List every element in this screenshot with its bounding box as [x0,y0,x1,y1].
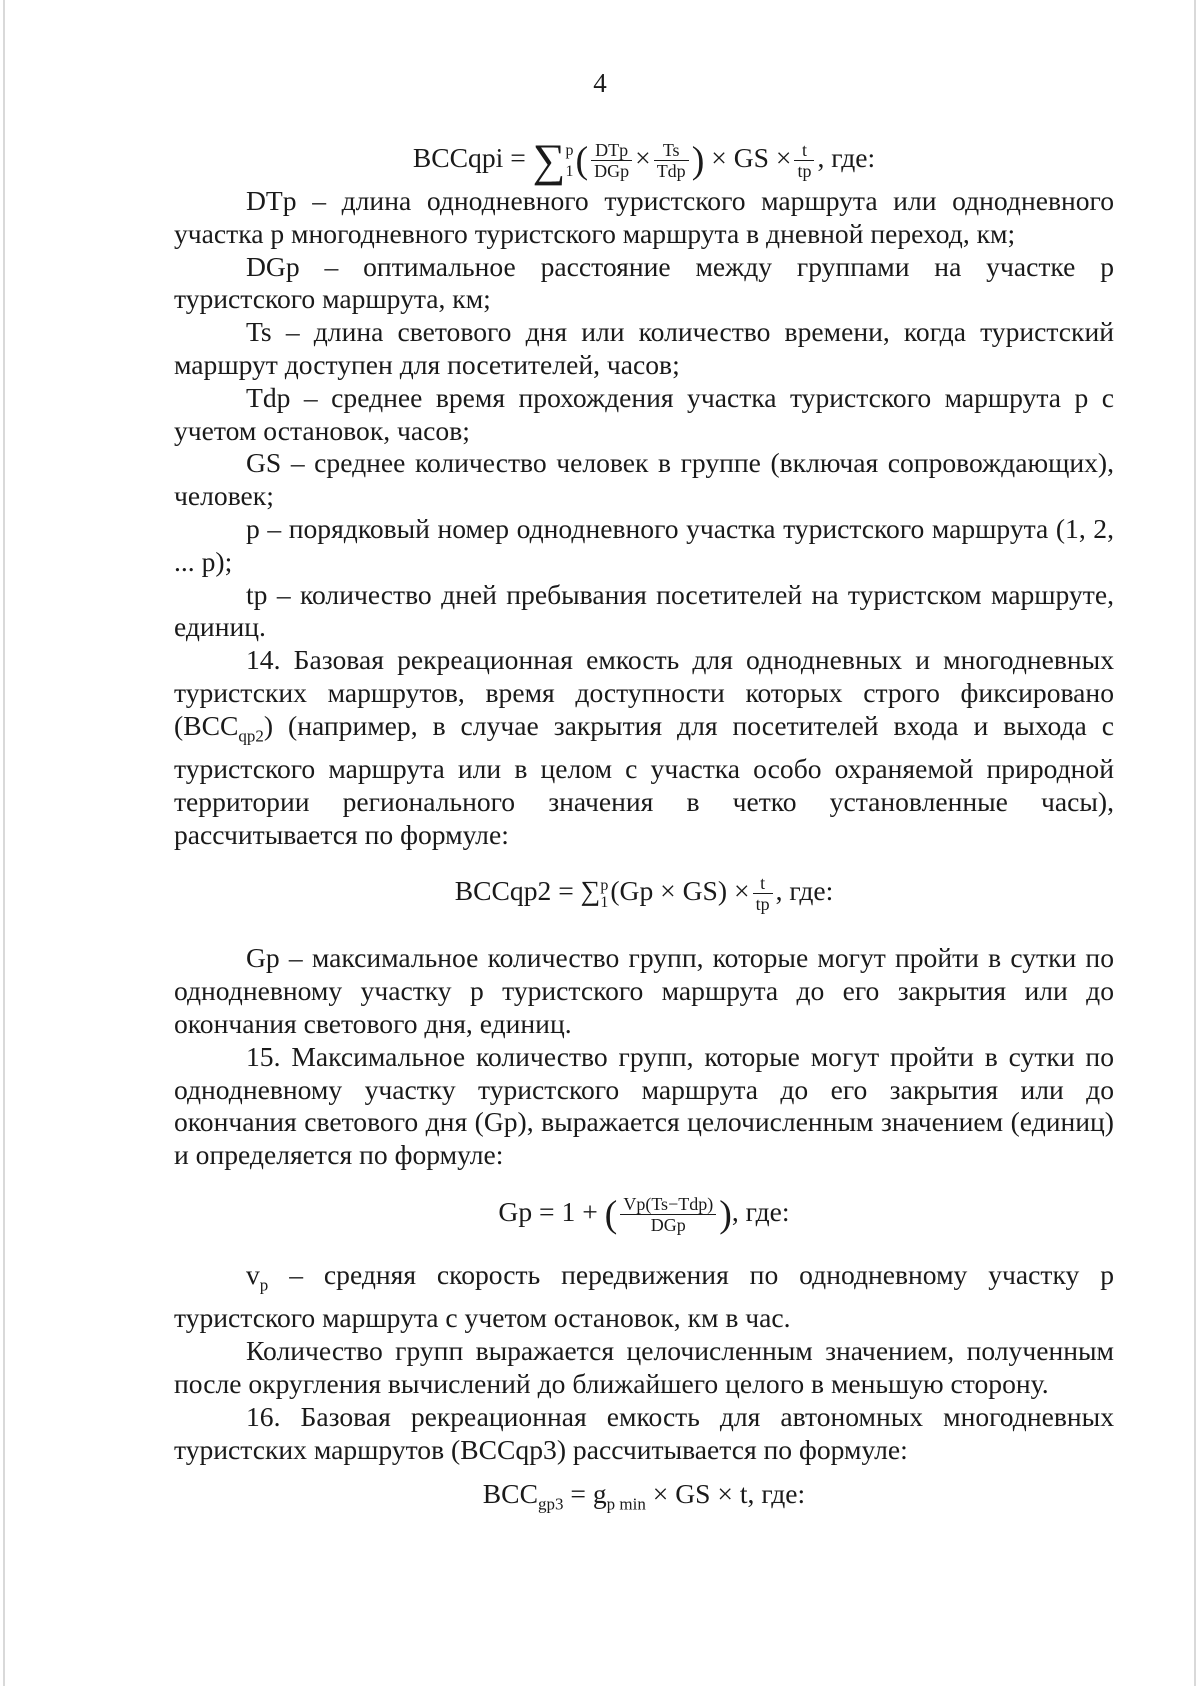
paragraph-16: 16. Базовая рекреационная емкость для автономных многодневных туристских маршрутов (BCCqp3) рассчитывается по формуле: [174,1400,1114,1465]
paragraph-group-count: Количество групп выражается целочисленным значением, полученным после округления вычислений до ближайшего целого в меньшую сторону. [174,1335,1114,1399]
formula-bccgp3: $BCC_{gp3} = g_{p min}$ × GS × t, где: [482,1478,806,1514]
formula-bccqp2: BCCqp2 = ∑ p 1 (Gp × GS) × $\frac{t}{tp}$ , где: [454,873,834,915]
scan-edge-right [1194,0,1196,1686]
definition-p: р – порядковый номер однодневного участка туристского маршрута (1, 2, ... p); [174,512,1114,577]
definition-gp: Gp – максимальное количество групп, которые могут пройти в сутки по однодневному участку р туристского маршрута до его закрытия или до окончания светового дня, единиц. [174,942,1114,1040]
paragraph-14: 14. Базовая рекреационная емкость для однодневных и многодневных туристских маршрутов, время доступности которых строго фиксировано $(BCC_{qp2})$ (например, в случае закрытия для посетителей входа и выхода с туристского маршрута или в целом с участка особо охраняемой природной территории регионального значения в четко установленные часы), рассчитывается по формуле: [174,644,1114,850]
fraction: $\frac{\text{Vp(Ts−Tdp)}}{\text{DGp}}$ [620,1194,716,1235]
page-number: 4 [593,68,607,98]
definition-tdp: Tdp – среднее время прохождения участка туристского маршрута р с учетом остановок, часов; [174,381,1114,446]
definition-ts: Ts – длина светового дня или количество времени, когда туристский маршрут доступен для посетителей, часов; [174,316,1114,380]
definition-gs: GS – среднее количество человек в группе (включая сопровождающих), человек; [174,447,1114,512]
paragraph-15: 15. Максимальное количество групп, которые могут пройти в сутки по однодневному участку туристского маршрута до его закрытия или до окончания светового дня (Gp), выражается целочисленным значением (единиц) и определяется по формуле: [174,1040,1114,1171]
formula-lhs: BCCqpi = [412,141,533,173]
document-body [174,134,1114,1522]
fraction: $\frac{t}{tp}$ [794,140,814,181]
definition-dtp: DTp – длина однодневного туристского маршрута или однодневного участка р многодневного туристского маршрута в дневной переход, км; [174,185,1114,249]
fraction: $\frac{Ts}{\text{Tdp}}$ [654,140,689,181]
definition-dgp: DGp – оптимальное расстояние между группами на участке р туристского маршрута, км; [174,250,1114,315]
definition-vp: $v_p$ – средняя скорость передвижения по однодневному участку р туристского маршрута с учетом остановок, км в час. [174,1259,1114,1334]
formula-bccqpi: BCCqpi = ∑ p 1 ( $\frac{\text{DTp}}{\text{DGp}}$ × $\frac{Ts}{\text{Tdp}}$ ) × GS × $\frac{t}{tp}$ , где: [412,134,876,186]
formula-gp: Gp = 1 + ( $\frac{\text{Vp(Ts−Tdp)}}{\text{DGp}}$ ), где: [498,1193,790,1236]
definition-tp: tp – количество дней пребывания посетителей на туристском маршруте, единиц. [174,578,1114,643]
fraction: $\frac{\text{DTp}}{\text{DGp}}$ [591,140,632,181]
sum-limits: p 1 [600,876,609,911]
sum-symbol: ∑ [532,134,566,186]
sum-limits: p 1 [565,141,574,180]
scan-edge-left [3,0,5,1686]
fraction: $\frac{t}{tp}$ [753,873,773,914]
